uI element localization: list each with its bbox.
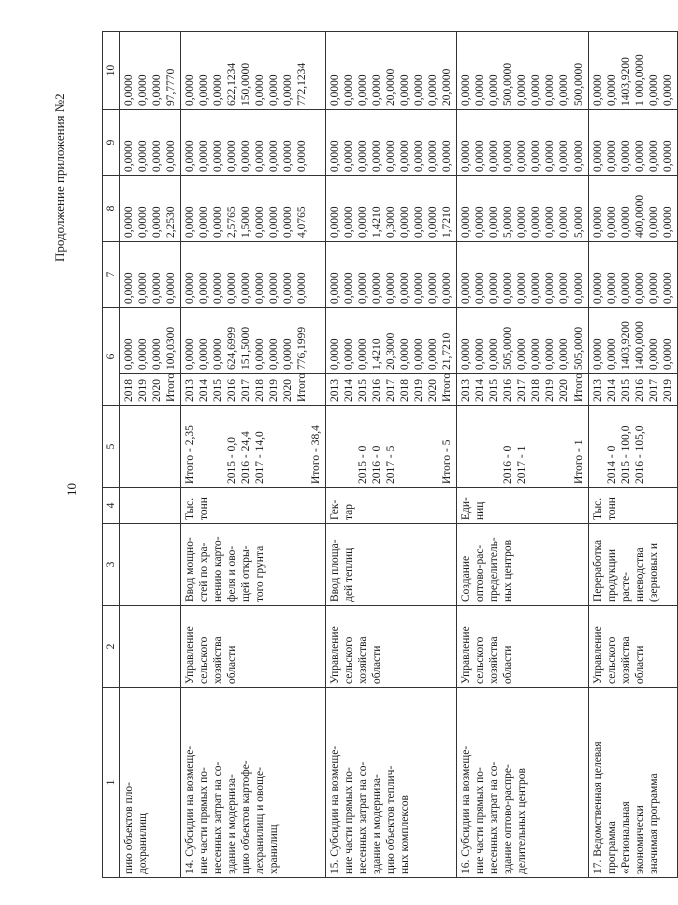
unit-cell: Гек- тар <box>326 488 457 524</box>
table-row <box>457 32 588 878</box>
target-cell: 2016 - 0 2017 - 1 Итого - 1 <box>457 406 588 488</box>
value-cell: 0,0000 0,0000 0,0000 505,0000 0,0000 0,0000 0,0000 0,0000 505,0000 <box>457 308 588 374</box>
header-cell: 6 <box>103 308 120 406</box>
header-cell: 10 <box>103 32 120 110</box>
value-cell: 0,0000 0,0000 0,0000 0,0000 <box>120 242 181 308</box>
table-row <box>588 32 677 878</box>
year-cell: 2013 2014 2015 2016 2017 2018 2019 2020 Итого <box>326 374 457 406</box>
year-cell: 2018 2019 2020 Итого <box>120 374 181 406</box>
header-cell: 9 <box>103 110 120 176</box>
indicator-cell: Переработка продукции расте- ниеводства (зерновых и <box>588 524 677 606</box>
value-cell: 0,0000 0,0000 0,0000 5,0000 0,0000 0,0000 0,0000 0,0000 5,0000 <box>457 176 588 242</box>
value-cell: 0,0000 0,0000 0,0000 1,4210 20,3000 0,0000 0,0000 0,0000 21,7210 <box>326 308 457 374</box>
indicator-cell: Создание оптово-рас- пределитель- ных центров <box>457 524 588 606</box>
header-cell: 5 <box>103 406 120 488</box>
measure-cell: 17. Ведомственная целевая программа «Региональная экономически значимая программа <box>588 688 677 878</box>
value-cell: 0,0000 0,0000 0,0000 97,7770 <box>120 32 181 110</box>
measure-cell: 15. Субсидии на возмеще- ние части прямых по- несенных затрат на со- здание и модерниза- цию объектов теплич- ных комплексов <box>326 688 457 878</box>
value-cell: 0,0000 0,0000 0,0000 0,0000 0,0000 0,0000 0,0000 0,0000 0,0000 <box>181 242 326 308</box>
value-cell: 0,0000 0,0000 0,0000 0,0000 0,0000 0,0000 0,0000 0,0000 0,0000 <box>457 110 588 176</box>
value-cell: 0,0000 0,0000 0,0000 0,0000 0,0000 0,0000 <box>588 110 677 176</box>
value-cell: 0,0000 0,0000 0,0000 100,0300 <box>120 308 181 374</box>
indicator-cell: Ввод мощно- стей по хра- нению карто- феля и ово- щей откры- того грунта <box>181 524 326 606</box>
header-cell: 3 <box>103 524 120 606</box>
indicator-cell <box>120 524 181 606</box>
value-cell: 0,0000 0,0000 0,0000 1,4210 0,3000 0,0000 0,0000 0,0000 1,7210 <box>326 176 457 242</box>
value-cell: 0,0000 0,0000 0,0000 0,0000 0,0000 0,0000 0,0000 0,0000 0,0000 <box>181 110 326 176</box>
target-cell: Итого - 2,35 2015 - 0,0 2016 - 24,4 2017 - 14,0 Итого - 38,4 <box>181 406 326 488</box>
value-cell: 0,0000 0,0000 0,0000 622,1234 150,0000 0,0000 0,0000 0,0000 772,1234 <box>181 32 326 110</box>
page-number: 10 <box>64 483 79 496</box>
target-cell <box>120 406 181 488</box>
unit-cell <box>120 488 181 524</box>
header-cell: 4 <box>103 488 120 524</box>
rotated-table-wrapper <box>102 32 674 878</box>
executor-cell: Управление сельского хозяйства области <box>181 606 326 688</box>
year-cell: 2013 2014 2015 2016 2017 2019 <box>588 374 677 406</box>
value-cell: 0,0000 0,0000 0,0000 0,0000 0,0000 0,0000 0,0000 0,0000 0,0000 <box>326 110 457 176</box>
executor-cell: Управление сельского хозяйства области <box>326 606 457 688</box>
year-cell: 2013 2014 2015 2016 2017 2018 2019 2020 Итого <box>457 374 588 406</box>
value-cell: 0,0000 0,0000 0,0000 0,0000 20,0000 0,0000 0,0000 0,0000 20,0000 <box>326 32 457 110</box>
header-cell: 7 <box>103 242 120 308</box>
appendix-title: Продолжение приложения №2 <box>52 93 67 262</box>
value-cell: 0,0000 0,0000 0,0000 0,0000 <box>120 110 181 176</box>
measure-cell: 14. Субсидии на возмеще- ние части прямых по- несенных затрат на со- здание и модерниза- цию объектов картофе- лехранилищ и овоще- хранилищ <box>181 688 326 878</box>
header-cell: 2 <box>103 606 120 688</box>
unit-cell: Тыс. тонн <box>181 488 326 524</box>
value-cell: 0,0000 0,0000 1403,9200 1400,0000 0,0000 0,0000 <box>588 308 677 374</box>
header-cell: 1 <box>103 688 120 878</box>
value-cell: 0,0000 0,0000 0,0000 0,0000 0,0000 0,0000 0,0000 0,0000 0,0000 <box>326 242 457 308</box>
target-cell: 2015 - 0 2016 - 0 2017 - 5 Итого - 5 <box>326 406 457 488</box>
value-cell: 0,0000 0,0000 0,0000 400,0000 0,0000 0,0000 <box>588 176 677 242</box>
unit-cell: Тыс. тонн <box>588 488 677 524</box>
measure-cell: пию объектов пло- дохранилищ <box>120 688 181 878</box>
program-table <box>102 31 678 878</box>
table-row <box>181 32 326 878</box>
value-cell: 0,0000 0,0000 0,0000 2,2530 <box>120 176 181 242</box>
target-cell: 2014 - 0 2015 - 100,0 2016 - 105,0 <box>588 406 677 488</box>
value-cell: 0,0000 0,0000 0,0000 2,5765 1,5000 0,0000 0,0000 0,0000 4,0765 <box>181 176 326 242</box>
indicator-cell: Ввод площа- дей теплиц <box>326 524 457 606</box>
header-row <box>103 32 120 878</box>
value-cell: 0,0000 0,0000 0,0000 624,6999 151,5000 0,0000 0,0000 0,0000 776,1999 <box>181 308 326 374</box>
executor-cell: Управление сельского хозяйства области <box>588 606 677 688</box>
executor-cell: Управление сельского хозяйства области <box>457 606 588 688</box>
value-cell: 0,0000 0,0000 0,0000 0,0000 0,0000 0,0000 <box>588 242 677 308</box>
executor-cell <box>120 606 181 688</box>
value-cell: 0,0000 0,0000 0,0000 500,0000 0,0000 0,0000 0,0000 0,0000 500,0000 <box>457 32 588 110</box>
measure-cell: 16. Субсидии на возмеще- ние части прямых по- несенных затрат на со- здание оптово-распре- делительных центров <box>457 688 588 878</box>
header-cell: 8 <box>103 176 120 242</box>
value-cell: 0,0000 0,0000 1403,9200 1 000,0000 0,0000 0,0000 <box>588 32 677 110</box>
table-row <box>120 32 181 878</box>
unit-cell: Еди- ниц <box>457 488 588 524</box>
year-cell: 2013 2014 2015 2016 2017 2018 2019 2020 Итого <box>181 374 326 406</box>
value-cell: 0,0000 0,0000 0,0000 0,0000 0,0000 0,0000 0,0000 0,0000 0,0000 <box>457 242 588 308</box>
table-row <box>326 32 457 878</box>
